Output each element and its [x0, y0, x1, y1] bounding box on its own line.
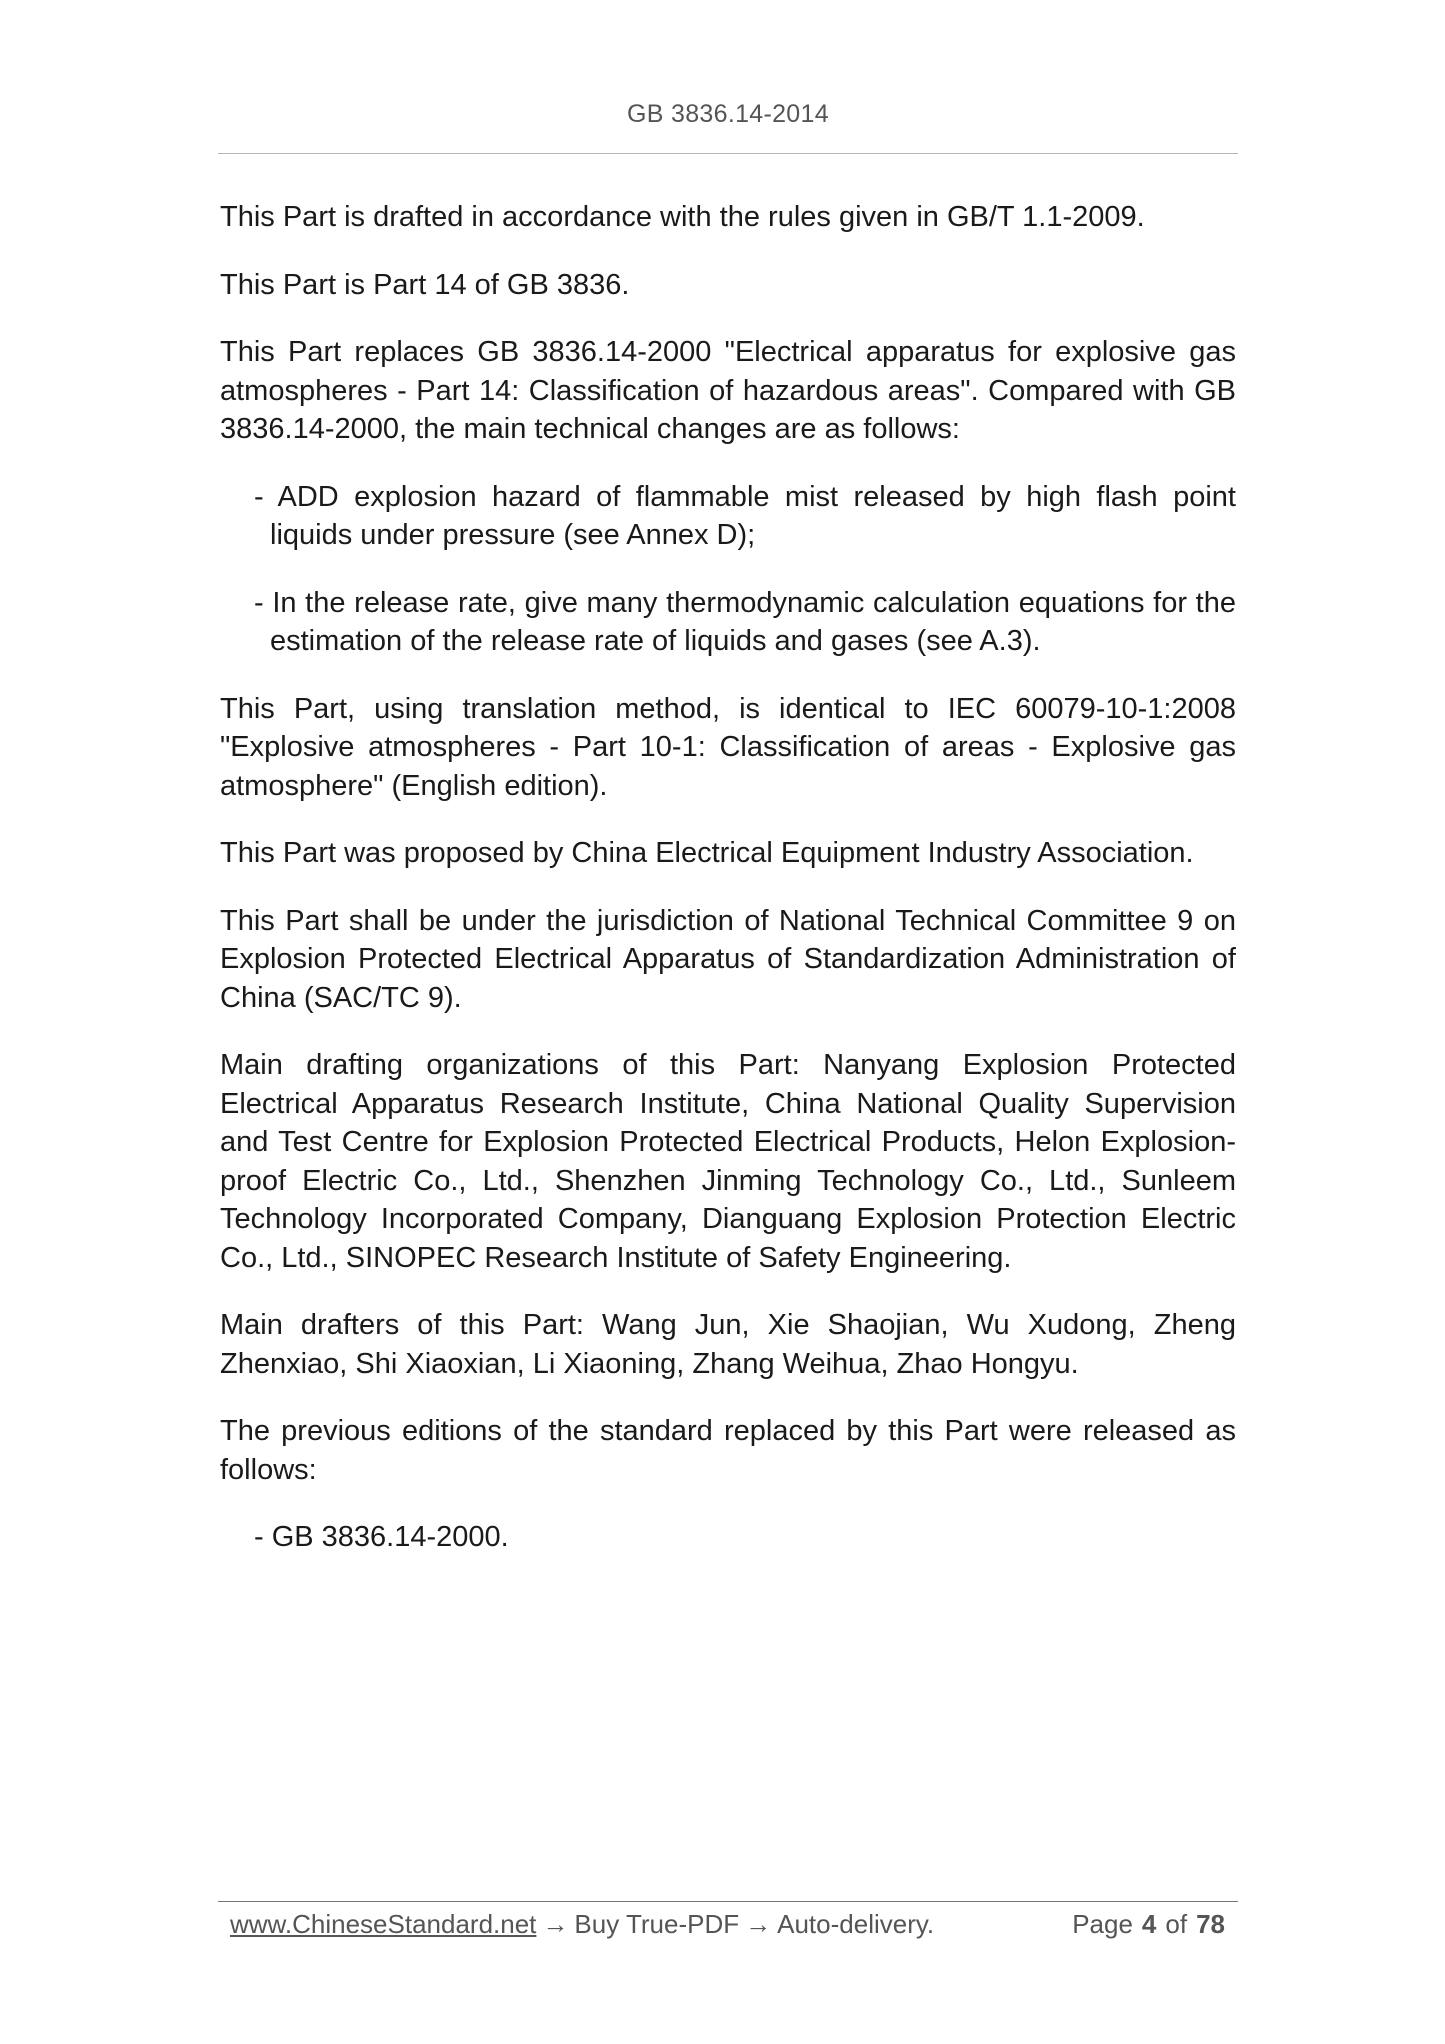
header-divider — [218, 153, 1238, 154]
change-item-mist: - ADD explosion hazard of flammable mist released by high flash point liquids under pressure (see Annex D); — [254, 480, 1236, 551]
buy-pdf-text: Buy True-PDF — [574, 1909, 740, 1939]
total-pages: 78 — [1196, 1909, 1225, 1939]
running-header: GB 3836.14-2014 — [627, 100, 829, 128]
arrow-right-icon: → — [745, 1909, 772, 1939]
document-body — [220, 198, 1236, 1586]
page-label: Page — [1072, 1909, 1133, 1939]
paragraph-drafters: Main drafters of this Part: Wang Jun, Xie Shaojian, Wu Xudong, Zheng Zhenxiao, Shi Xiaoxian, Li Xiaoning, Zhang Weihua, Zhao Hongyu. — [220, 1309, 1236, 1380]
paragraph-drafting-rules: This Part is drafted in accordance with the rules given in GB/T 1.1-2009. — [220, 201, 1145, 233]
paragraph-drafting-organizations: Main drafting organizations of this Part: Nanyang Explosion Protected Electrical Apparatus Research Institute, China National Quality Supervision and Test Centre for Explosion Protected Electrical Products, Helon Explosion-proof Electric Co., Ltd., Shenzhen Jinming Technology Co., Ltd., Sunleem Technology Incorporated Company, Dianguang Explosion Protection Electric Co., Ltd., SINOPEC Research Institute of Safety Engineering. — [220, 1049, 1236, 1274]
paragraph-identical-iec: This Part, using translation method, is identical to IEC 60079-10-1:2008 "Explosive atmospheres - Part 10-1: Classification of areas - Explosive gas atmosphere" (English edition). — [220, 692, 1236, 802]
page-number: 4 — [1141, 1909, 1157, 1939]
previous-edition-item: - GB 3836.14-2000. — [254, 1521, 509, 1553]
change-item-release-rate: - In the release rate, give many thermodynamic calculation equations for the estimation of the release rate of liquids and gases (see A.3). — [254, 586, 1236, 657]
footer-promo — [230, 1909, 934, 1940]
paragraph-replaces: This Part replaces GB 3836.14-2000 "Electrical apparatus for explosive gas atmospheres - Part 14: Classification of hazardous areas". Compared with GB 3836.14-2000, the main technical changes are as follows: — [220, 336, 1236, 445]
paragraph-jurisdiction: This Part shall be under the jurisdiction of National Technical Committee 9 on Explosion Protected Electrical Apparatus of Standardization Administration of China (SAC/TC 9). — [220, 904, 1236, 1014]
paragraph-proposed-by: This Part was proposed by China Electrical Equipment Industry Association. — [220, 837, 1194, 869]
paragraph-part-number: This Part is Part 14 of GB 3836. — [220, 268, 630, 301]
website-link[interactable]: www.ChineseStandard.net — [230, 1909, 537, 1939]
paragraph-previous-editions: The previous editions of the standard replaced by this Part were released as follows: — [220, 1415, 1236, 1486]
of-label: of — [1165, 1909, 1188, 1939]
arrow-right-icon: → — [542, 1909, 569, 1939]
footer-divider — [218, 1901, 1238, 1902]
auto-delivery-text: Auto-delivery. — [777, 1909, 935, 1939]
page-indicator — [1072, 1909, 1225, 1940]
